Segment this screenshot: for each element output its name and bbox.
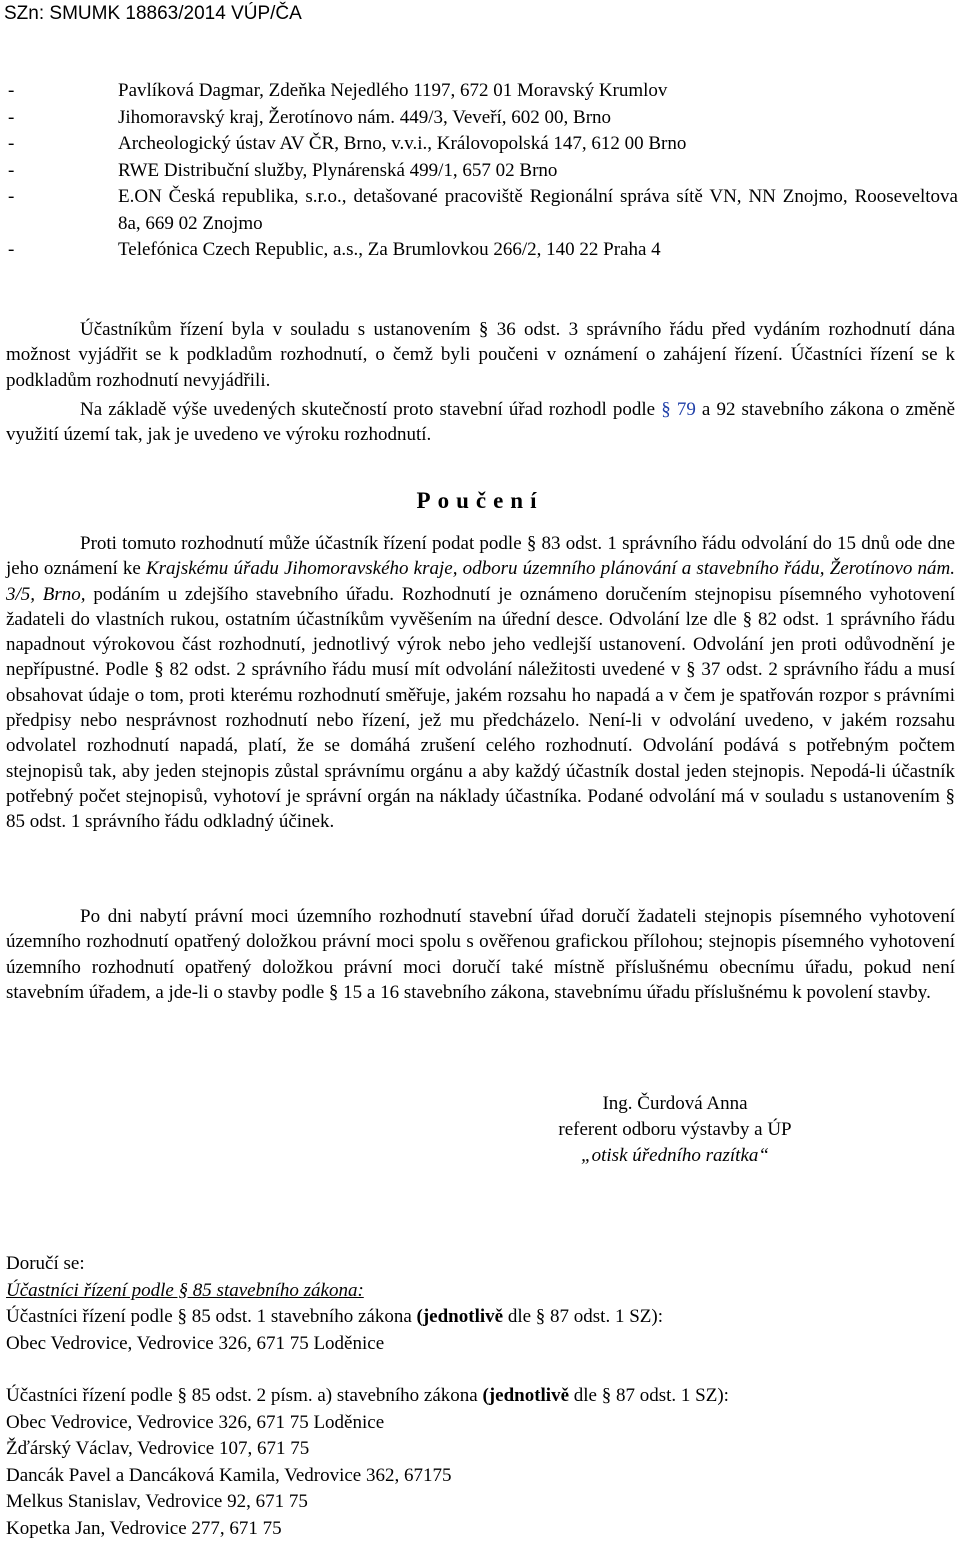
list-item-text: Telefónica Czech Republic, a.s., Za Brumlovkou 266/2, 140 22 Praha 4: [118, 237, 958, 264]
list-dash: -: [8, 184, 118, 237]
delivery-section: [6, 1251, 946, 1542]
group2-heading: [6, 1383, 946, 1410]
participants-paragraph: [6, 317, 955, 393]
section-sign: §: [527, 533, 537, 554]
paragraph-text: 85 odst. 1 správního řádu odkladný účinek.: [6, 811, 334, 832]
spacer: [6, 1357, 946, 1383]
paragraph-text: 15 a 16 stavebního zákona, stavebnímu úřadu příslušnému k povolení stavby.: [343, 982, 931, 1003]
list-item-text: Archeologický ústav AV ČR, Brno, v.v.i., Královopolská 147, 612 00 Brno: [118, 131, 958, 158]
section-sign: §: [177, 1385, 187, 1406]
group-bold: (jednotlivě: [482, 1385, 569, 1406]
section-sign: §: [479, 319, 489, 340]
list-item: [8, 158, 958, 185]
paragraph-text: a 92 stavebního zákona o změně využití území tak, jak je uvedeno ve výroku rozhodnutí.: [6, 399, 955, 445]
list-item: Obec Vedrovice, Vedrovice 326, 671 75 Loděnice: [6, 1331, 946, 1358]
paragraph-text: Proti tomuto rozhodnutí může účastník řízení podat podle: [80, 533, 522, 554]
paragraph-text: podáním u zdejšího stavebního úřadu. Rozhodnutí je oznámeno doručením stejnopisu písemného vyhotovení žadateli do vlastních rukou, ostatním účastníkům vyvěšením na úřední desce. Odvolání lze dle: [6, 584, 955, 630]
list-item-text: Pavlíková Dagmar, Zdeňka Nejedlého 1197, 672 01 Moravský Krumlov: [118, 78, 958, 105]
list-item: Obec Vedrovice, Vedrovice 326, 671 75 Loděnice: [6, 1410, 946, 1437]
paragraph-text: 36 odst. 3 správního řádu před vydáním rozhodnutí dána možnost vyjádřit se k podkladům rozhodnutí, o čemž byli poučeni v oznámení o zahájení řízení. Účastníci řízení se k podkladům rozhodnutí nevyjádřili.: [6, 319, 955, 391]
appeal-authority: Krajskému úřadu Jihomoravského kraje, odboru územního plánování a stavebního řádu, Žerotínovo nám. 3/5, Brno,: [6, 558, 955, 604]
paragraph-text: 37 odst. 2 správního řádu a musí obsahovat údaje o tom, proti kterému rozhodnutí směřuje, jakém rozsahu ho napadá a v čem je spatřován rozpor s právními předpisy nebo nesprávnost rozhodnutí nebo řízení, jež mu předcházelo. Není-li v odvolání uvedeno, v jakém rozsahu odvolatel rozhodnutí napadá, platí, že se domáhá zrušení celého rozhodnutí. Odvolání podává s potřebným počtem stejnopisů tak, aby jeden stejnopis zůstal správnímu orgánu a aby každý účastník dostal jeden stejnopis. Nepodá-li účastník potřebný počet stejnopisů, vyhotoví je správní orgán na náklady účastníka. Podané odvolání má v souladu s ustanovením: [6, 659, 955, 806]
paragraph-text: 82 odst. 1 správního řádu napadnout výrokovou část rozhodnutí, jednotlivý výrok nebo jeho vedlejší ustanovení. Odvolání jen proti odůvodnění je nepřípustné. Podle: [6, 609, 955, 681]
section-sign: §: [154, 659, 164, 680]
paragraph-text: Účastníkům řízení byla v souladu s ustanovením: [80, 319, 471, 340]
appeal-instructions-paragraph: [6, 531, 955, 835]
document-reference: SZn: SMUMK 18863/2014 VÚP/ČA: [4, 3, 302, 25]
delivery-title: Doručí se:: [6, 1251, 946, 1278]
legal-effect-paragraph: [6, 904, 955, 1005]
group-text: dle: [574, 1385, 597, 1406]
section-sign: §: [536, 1306, 546, 1327]
list-dash: -: [8, 131, 118, 158]
list-item-text: Jihomoravský kraj, Žerotínovo nám. 449/3, Veveří, 602 00, Brno: [118, 105, 958, 132]
list-item: Dancák Pavel a Dancáková Kamila, Vedrovice 362, 67175: [6, 1463, 946, 1490]
paragraph-text: 83 odst. 1 správního řádu odvolání do 15 dnů ode dne jeho oznámení ke: [6, 533, 955, 579]
delivery-subtitle: Účastníci řízení podle § 85 stavebního zákona:: [6, 1278, 946, 1305]
signature-role: referent odboru výstavby a ÚP: [0, 1117, 960, 1143]
group-text: Účastníci řízení podle: [6, 1385, 173, 1406]
paragraph-text: 82 odst. 2 správního řádu musí mít odvolání náležitosti uvedené v: [169, 659, 680, 680]
decision-basis-paragraph: [6, 397, 955, 448]
list-dash: -: [8, 78, 118, 105]
list-item: Kopetka Jan, Vedrovice 277, 671 75: [6, 1516, 946, 1542]
section-sign: §: [177, 1306, 187, 1327]
section-sign: §: [329, 982, 339, 1003]
section-sign: §: [686, 659, 696, 680]
section-sign: §: [946, 786, 956, 807]
list-dash: -: [8, 105, 118, 132]
group-text: 85 odst. 2 písm. a) stavebního zákona: [192, 1385, 478, 1406]
list-item: [8, 105, 958, 132]
law-section-link[interactable]: 79: [677, 399, 696, 420]
group-text: 85 odst. 1 stavebního zákona: [192, 1306, 412, 1327]
paragraph-text: Po dni nabytí právní moci územního rozhodnutí stavební úřad doručí žadateli stejnopis písemného vyhotovení územního rozhodnutí opatřený doložkou právní moci spolu s ověřenou grafickou přílohou; stejnopis písemného vyhotovení územního rozhodnutí opatřený doložkou právní moci doručí také místně příslušnému obecnímu úřadu, pokud není stavebním úřadem, a jde-li o stavby podle: [6, 906, 955, 1003]
group-text: Účastníci řízení podle: [6, 1306, 173, 1327]
list-item-text: E.ON Česká republika, s.r.o., detašované pracoviště Regionální správa sítě VN, NN Znojmo, Rooseveltova 8a, 669 02 Znojmo: [118, 184, 958, 237]
stamp-placeholder: „otisk úředního razítka“: [0, 1143, 960, 1169]
paragraph-text: Na základě výše uvedených skutečností proto stavební úřad rozhodl podle: [80, 399, 655, 420]
list-item: [8, 184, 958, 237]
signature-name: Ing. Čurdová Anna: [0, 1091, 960, 1117]
section-heading: Poučení: [0, 488, 960, 514]
list-item: [8, 131, 958, 158]
group-bold: (jednotlivě: [417, 1306, 504, 1327]
section-sign: §: [743, 609, 753, 630]
section-sign: §: [661, 399, 671, 420]
list-item: [8, 237, 958, 264]
group1-heading: [6, 1304, 946, 1331]
list-item-text: RWE Distribuční služby, Plynárenská 499/1, 657 02 Brno: [118, 158, 958, 185]
list-item: [8, 78, 958, 105]
group-text: dle: [508, 1306, 531, 1327]
section-sign: §: [602, 1385, 612, 1406]
list-item: Melkus Stanislav, Vedrovice 92, 671 75: [6, 1489, 946, 1516]
list-dash: -: [8, 237, 118, 264]
recipient-list: [8, 78, 958, 264]
list-dash: -: [8, 158, 118, 185]
group-text: 87 odst. 1 SZ):: [616, 1385, 729, 1406]
list-item: Žďárský Václav, Vedrovice 107, 671 75: [6, 1436, 946, 1463]
group-text: 87 odst. 1 SZ):: [550, 1306, 663, 1327]
